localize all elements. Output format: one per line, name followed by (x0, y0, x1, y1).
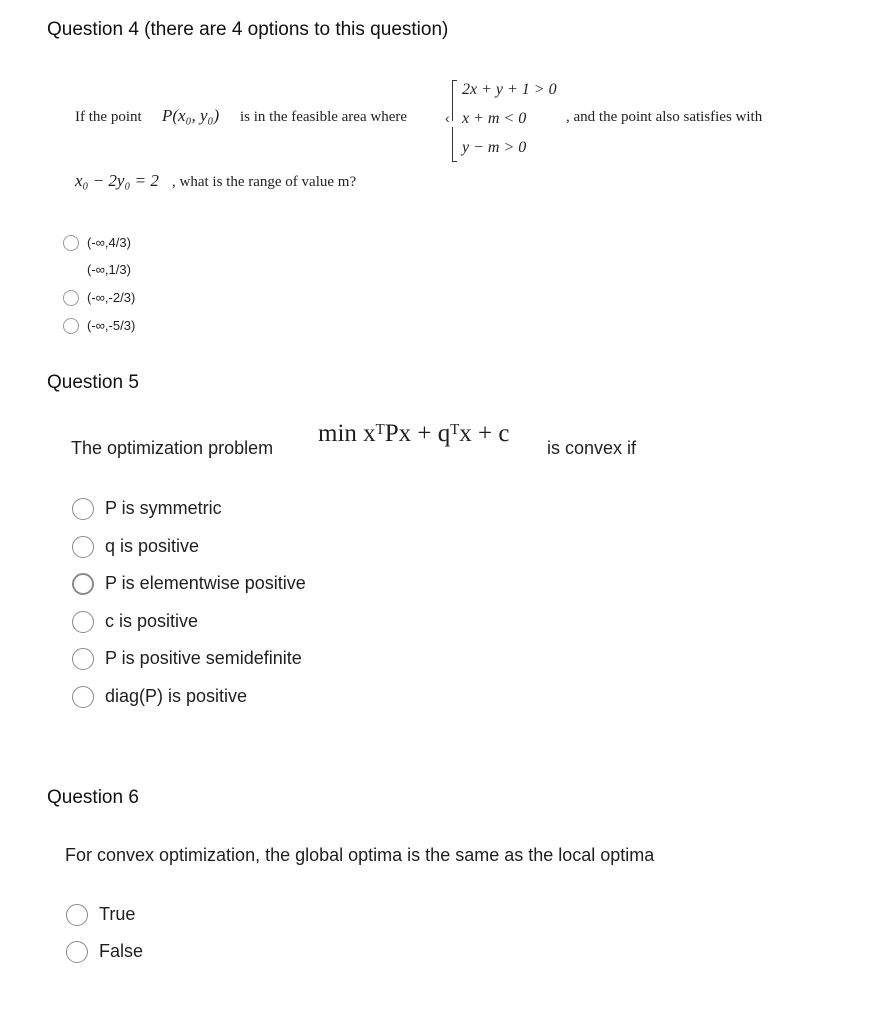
q6-option-radio[interactable] (66, 904, 88, 926)
q4-text-prefix: If the point (75, 109, 142, 125)
q5-option-radio[interactable] (72, 573, 94, 595)
brace-mid-lower (452, 127, 453, 149)
brace-bottom (452, 149, 457, 162)
q5-option-label: c is positive (105, 611, 199, 631)
q4-option-label: (-∞,-5/3) (87, 318, 136, 333)
q5-option-radio[interactable] (72, 611, 94, 633)
question-6-title: Question 6 (47, 787, 139, 808)
q4-question: , what is the range of value m? (172, 174, 357, 190)
q5-option-radio[interactable] (72, 498, 94, 520)
q5-suffix: is convex if (547, 438, 637, 458)
q6-option-radio[interactable] (66, 941, 88, 963)
q4-point: P(x₀, y₀) (162, 106, 220, 125)
q5-option-label: diag(P) is positive (105, 686, 248, 706)
q5-option-radio[interactable] (72, 536, 94, 558)
q4-text-mid: is in the feasible area where (240, 109, 407, 125)
q5-option-label: P is positive semidefinite (105, 648, 302, 668)
q6-option-label: False (99, 941, 144, 961)
constraint-3: y − m > 0 (462, 139, 527, 156)
brace-top (452, 80, 457, 100)
q5-option-radio[interactable] (72, 686, 94, 708)
brace-mid-upper (452, 99, 453, 121)
constraint-2: x + m < 0 (462, 110, 527, 127)
q4-option-radio[interactable] (63, 290, 79, 306)
q5-expression: min xᵀPx + qᵀx + c (318, 420, 510, 447)
q4-option-label: (-∞,1/3) (87, 262, 131, 277)
q4-option-radio[interactable] (63, 318, 79, 334)
q5-option-radio[interactable] (72, 648, 94, 670)
q5-prompt: The optimization problem (71, 438, 274, 458)
question-4-title: Question 4 (there are 4 options to this question) (47, 19, 449, 40)
q5-option-label: P is symmetric (105, 498, 222, 518)
q5-option-label: P is elementwise positive (105, 573, 306, 593)
q6-option-label: True (99, 904, 136, 924)
constraint-1: 2x + y + 1 > 0 (462, 81, 557, 98)
q4-option-label: (-∞,-2/3) (87, 290, 136, 305)
q6-statement: For convex optimization, the global optima is the same as the local optima (65, 845, 655, 865)
q4-option-label: (-∞,4/3) (87, 235, 131, 250)
q4-text-suffix: , and the point also satisfies with (566, 109, 763, 125)
question-5-title: Question 5 (47, 372, 139, 393)
q5-option-label: q is positive (105, 536, 200, 556)
q4-option-radio[interactable] (63, 235, 79, 251)
q4-condition: x₀ − 2y₀ = 2 (75, 171, 159, 190)
brace-point: ‹ (445, 110, 450, 126)
